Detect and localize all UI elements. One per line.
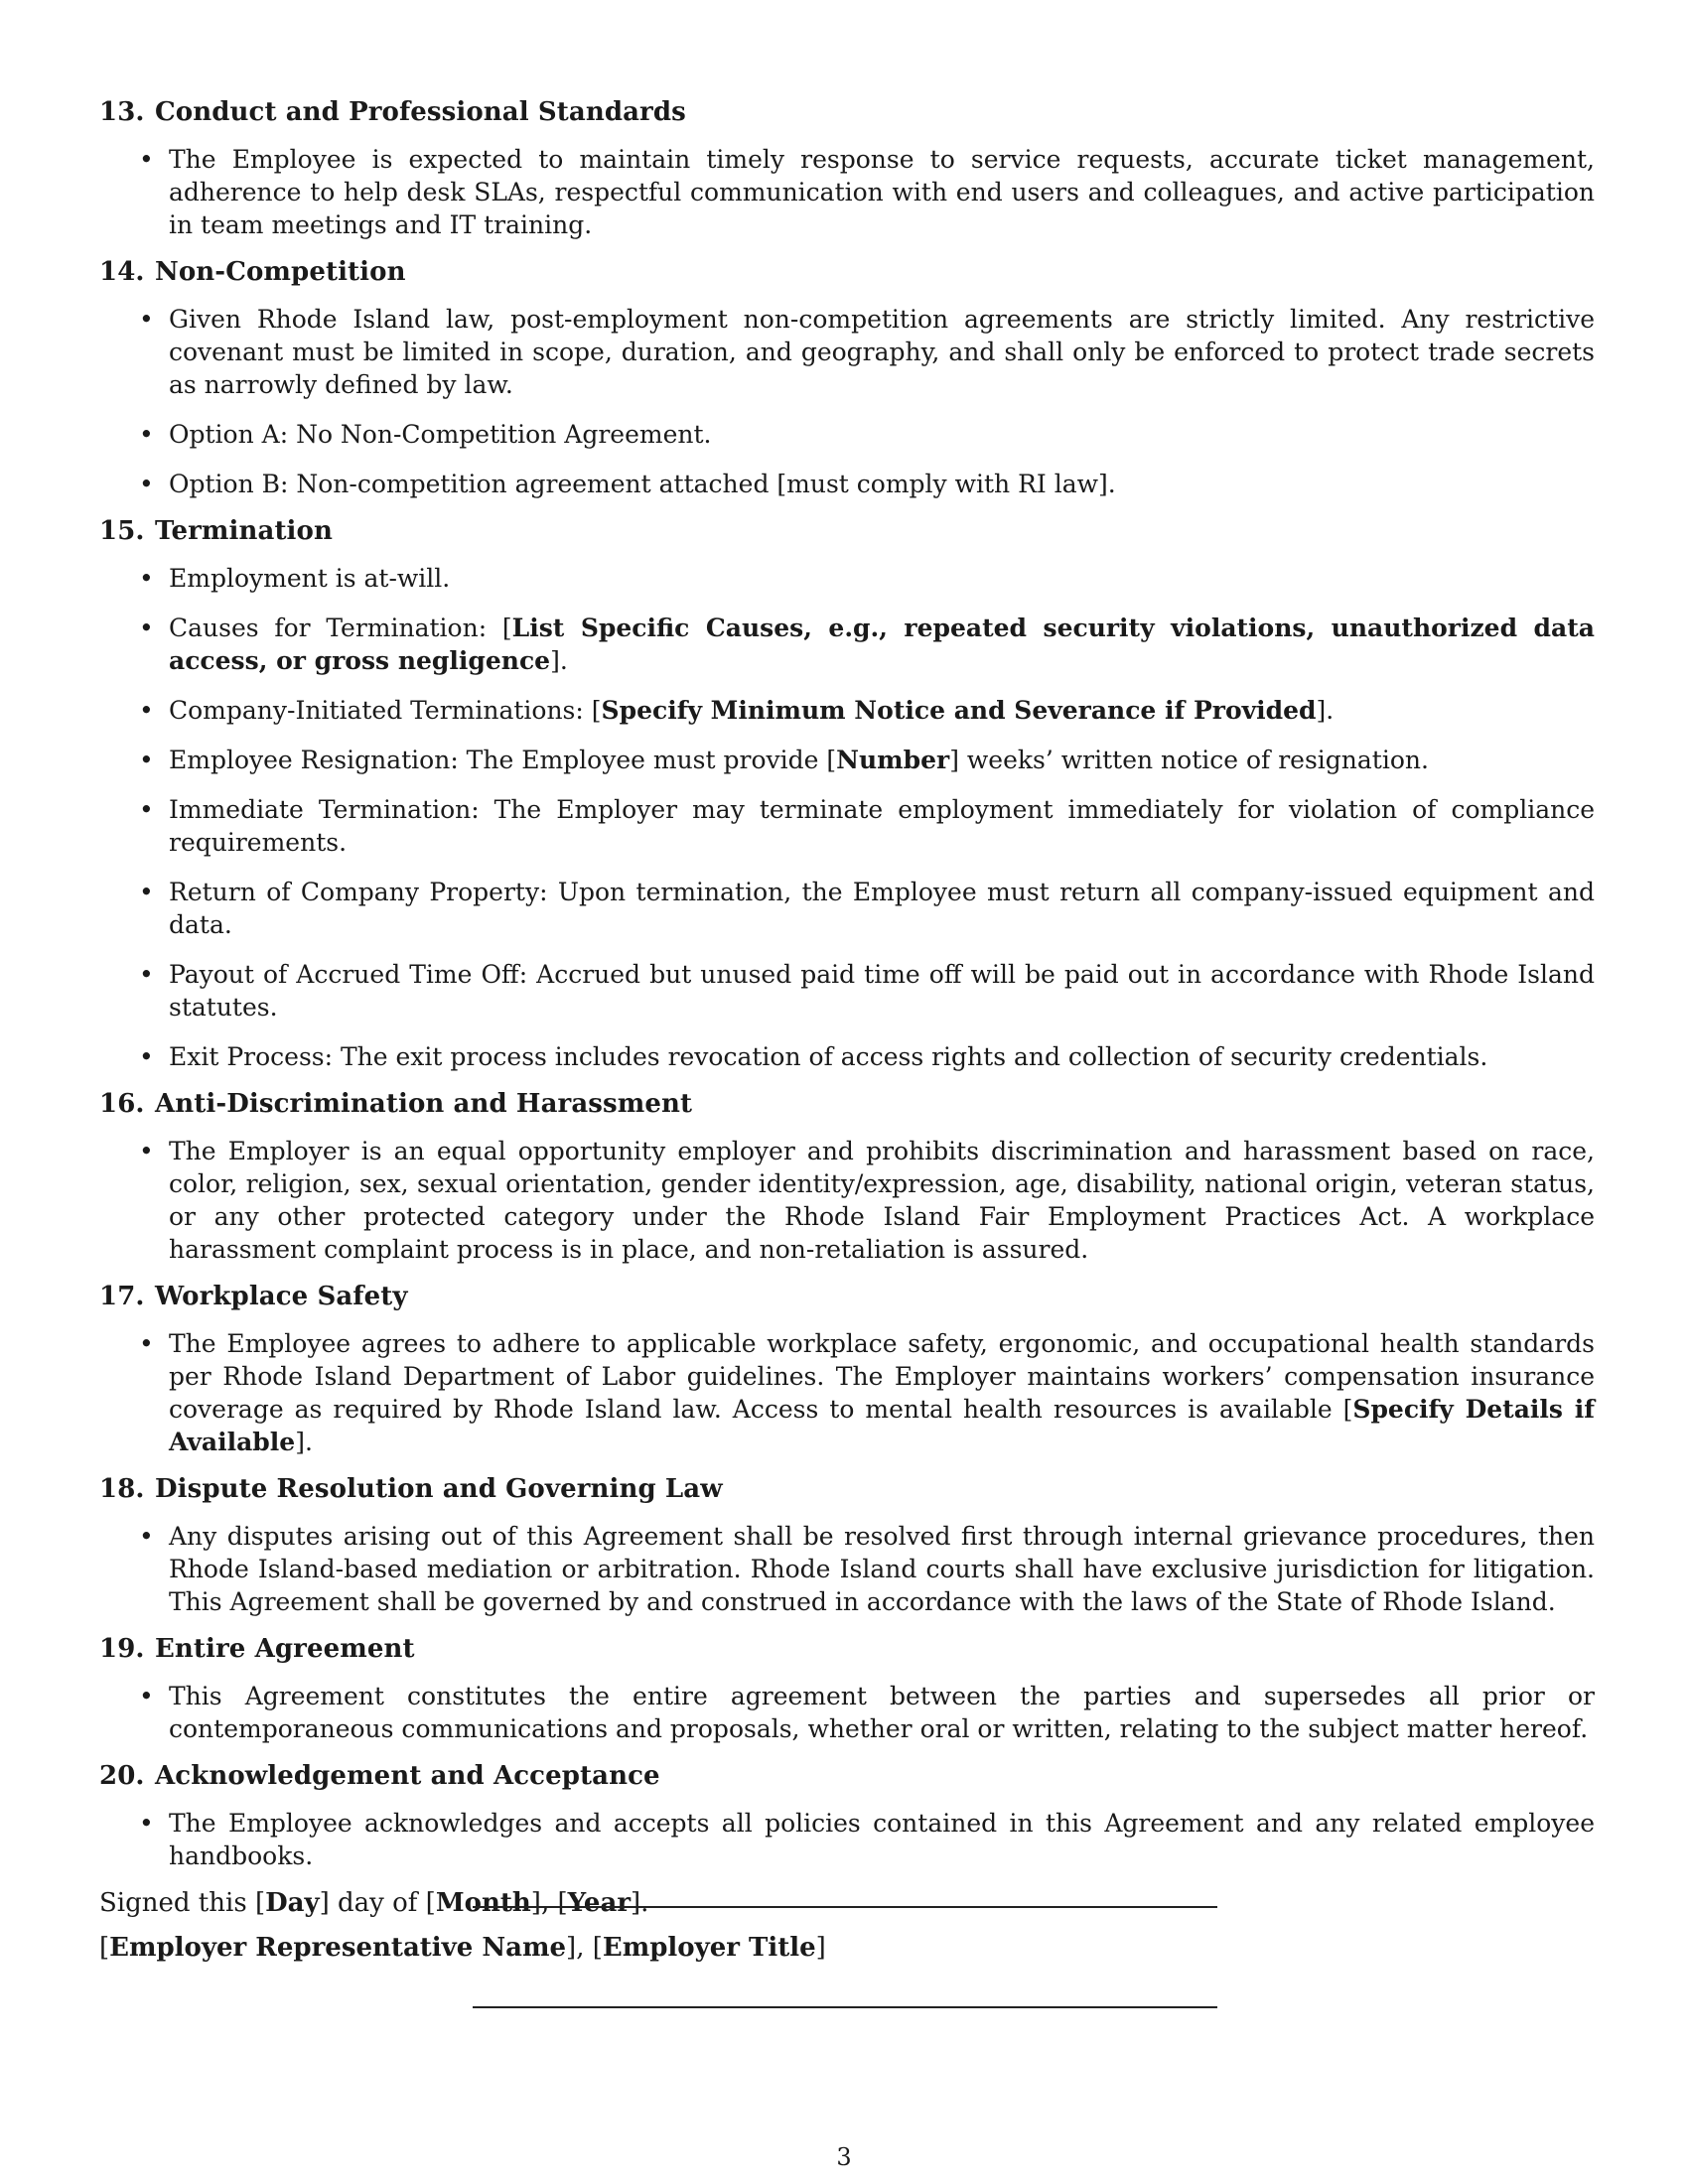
list-item <box>99 562 1595 595</box>
bullet-icon: • <box>139 1682 154 1710</box>
placeholder-text: Number <box>836 746 950 774</box>
list-item <box>99 612 1595 677</box>
bullet-icon: • <box>139 420 154 449</box>
section-heading <box>99 1759 1595 1793</box>
section-number: 15. <box>99 516 145 546</box>
section-title: Anti-Discrimination and Harassment <box>155 1089 693 1119</box>
section-heading <box>99 1472 1595 1506</box>
list-item-text: The Employer is an equal opportunity employer and prohibits discrimination and harassment based on race, color, religion, sex, sexual orientation, gender identity/expression, age, disability, national origin, veteran status, or any other protected category under the Rhode Island Fair Employment Practices Act. A workplace harassment complaint process is in place, and non-retaliation is assured. <box>169 1137 1595 1264</box>
bullet-icon: • <box>139 564 154 593</box>
section-19 <box>99 1632 1595 1745</box>
bullet-icon: • <box>139 614 154 642</box>
list-item-text: Payout of Accrued Time Off: Accrued but unused paid time off will be paid out in accordance with Rhode Island statutes. <box>169 960 1595 1022</box>
section-number: 14. <box>99 257 145 287</box>
list-item-text: The Employee is expected to maintain timely response to service requests, accurate ticket management, adherence to help desk SLAs, respectful communication with end users and colleagues, and active participation in team meetings and IT training. <box>169 145 1595 239</box>
placeholder-text: Employer Title <box>602 1933 816 1963</box>
bullet-icon: • <box>139 1137 154 1165</box>
bullet-icon: • <box>139 470 154 498</box>
list-item <box>99 1807 1595 1872</box>
list-item <box>99 303 1595 401</box>
bullet-icon: • <box>139 1522 154 1551</box>
bullet-icon: • <box>139 1329 154 1358</box>
bullet-list <box>99 1520 1595 1618</box>
list-item <box>99 1327 1595 1458</box>
list-item-text: Company-Initiated Terminations: [Specify Minimum Notice and Severance if Provided]. <box>169 696 1335 725</box>
list-item <box>99 793 1595 859</box>
section-number: 17. <box>99 1282 145 1311</box>
placeholder-text: List Specific Causes, e.g., repeated security violations, unauthorized data access, or gross negligence <box>169 614 1595 675</box>
signature-line-employee <box>473 2006 1217 2008</box>
bullet-list <box>99 1135 1595 1266</box>
list-item-text: Option B: Non-competition agreement attached [must comply with RI law]. <box>169 470 1116 498</box>
section-number: 16. <box>99 1089 145 1119</box>
section-number: 18. <box>99 1474 145 1504</box>
list-item-text: The Employee agrees to adhere to applicable workplace safety, ergonomic, and occupational health standards per Rhode Island Department of Labor guidelines. The Employer maintains workers’ compensation insurance coverage as required by Rhode Island law. Access to mental health resources is available [Specify Details if Available]. <box>169 1329 1595 1456</box>
placeholder-text: Month <box>435 1888 531 1918</box>
bullet-icon: • <box>139 795 154 824</box>
list-item <box>99 744 1595 776</box>
section-heading <box>99 255 1595 289</box>
bullet-icon: • <box>139 145 154 174</box>
section-number: 13. <box>99 97 145 127</box>
placeholder-text: Specify Details if Available <box>169 1395 1595 1456</box>
list-item <box>99 876 1595 941</box>
list-item <box>99 143 1595 241</box>
list-item <box>99 1520 1595 1618</box>
list-item <box>99 694 1595 727</box>
list-item-text: Option A: No Non-Competition Agreement. <box>169 420 712 449</box>
bullet-list <box>99 143 1595 241</box>
bullet-icon: • <box>139 305 154 334</box>
section-15 <box>99 514 1595 1073</box>
list-item <box>99 418 1595 451</box>
section-title: Dispute Resolution and Governing Law <box>155 1474 723 1504</box>
list-item-text: Given Rhode Island law, post-employment non-competition agreements are strictly limited. Any restrictive covenant must be limited in scope, duration, and geography, and shall only be enforced to protect trade secrets as narrowly defined by law. <box>169 305 1595 399</box>
list-item-text: Employee Resignation: The Employee must provide [Number] weeks’ written notice of resignation. <box>169 746 1429 774</box>
bullet-list <box>99 1327 1595 1458</box>
list-item <box>99 958 1595 1024</box>
list-item <box>99 1040 1595 1073</box>
placeholder-text: Year <box>567 1888 632 1918</box>
list-item <box>99 1135 1595 1266</box>
section-heading <box>99 1087 1595 1121</box>
section-20 <box>99 1759 1595 1872</box>
bullet-icon: • <box>139 1042 154 1071</box>
bullet-icon: • <box>139 746 154 774</box>
section-number: 20. <box>99 1761 145 1791</box>
list-item <box>99 1680 1595 1745</box>
section-heading <box>99 1280 1595 1313</box>
section-14 <box>99 255 1595 500</box>
list-item-text: Any disputes arising out of this Agreement shall be resolved first through internal grievance procedures, then Rhode Island-based mediation or arbitration. Rhode Island courts shall have exclusive jurisdiction for litigation. This Agreement shall be governed by and construed in accordance with the laws of the State of Rhode Island. <box>169 1522 1595 1616</box>
placeholder-text: Specify Minimum Notice and Severance if Provided <box>601 696 1317 725</box>
page-number: 3 <box>836 2143 852 2171</box>
document-body <box>99 95 1595 1920</box>
placeholder-text: Employer Representative Name <box>109 1933 567 1963</box>
list-item-text: This Agreement constitutes the entire agreement between the parties and supersedes all prior or contemporaneous communications and proposals, whether oral or written, relating to the subject matter hereof. <box>169 1682 1595 1743</box>
list-item-text: Employment is at-will. <box>169 564 451 593</box>
list-item-text: The Employee acknowledges and accepts all policies contained in this Agreement and any related employee handbooks. <box>169 1809 1595 1870</box>
bullet-list <box>99 303 1595 500</box>
bullet-list <box>99 1680 1595 1745</box>
placeholder-text: Day <box>265 1888 320 1918</box>
bullet-list <box>99 562 1595 1073</box>
list-item-text: Causes for Termination: [List Specific Causes, e.g., repeated security violations, unauthorized data access, or gross negligence]. <box>169 614 1595 675</box>
section-16 <box>99 1087 1595 1266</box>
section-title: Termination <box>155 516 333 546</box>
section-heading <box>99 514 1595 548</box>
section-18 <box>99 1472 1595 1618</box>
section-heading <box>99 1632 1595 1666</box>
section-title: Workplace Safety <box>155 1282 408 1311</box>
section-title: Acknowledgement and Acceptance <box>155 1761 660 1791</box>
section-number: 19. <box>99 1634 145 1664</box>
bullet-icon: • <box>139 696 154 725</box>
section-17 <box>99 1280 1595 1458</box>
list-item-text: Exit Process: The exit process includes revocation of access rights and collection of security credentials. <box>169 1042 1488 1071</box>
signed-date-line: Signed this [Day] day of [Month], [Year]. <box>99 1888 649 1918</box>
list-item-text: Immediate Termination: The Employer may terminate employment immediately for violation of compliance requirements. <box>169 795 1595 857</box>
section-title: Conduct and Professional Standards <box>155 97 686 127</box>
section-13 <box>99 95 1595 241</box>
bullet-icon: • <box>139 960 154 989</box>
list-item <box>99 468 1595 500</box>
section-title: Entire Agreement <box>155 1634 415 1664</box>
list-item-text: Return of Company Property: Upon termination, the Employee must return all company-issued equipment and data. <box>169 878 1595 939</box>
section-heading <box>99 95 1595 129</box>
bullet-list <box>99 1807 1595 1872</box>
bullet-icon: • <box>139 878 154 906</box>
employer-signature-label: [Employer Representative Name], [Employer Title] <box>99 1933 826 1963</box>
section-title: Non-Competition <box>155 257 406 287</box>
bullet-icon: • <box>139 1809 154 1838</box>
signature-line-employer <box>473 1906 1217 1908</box>
